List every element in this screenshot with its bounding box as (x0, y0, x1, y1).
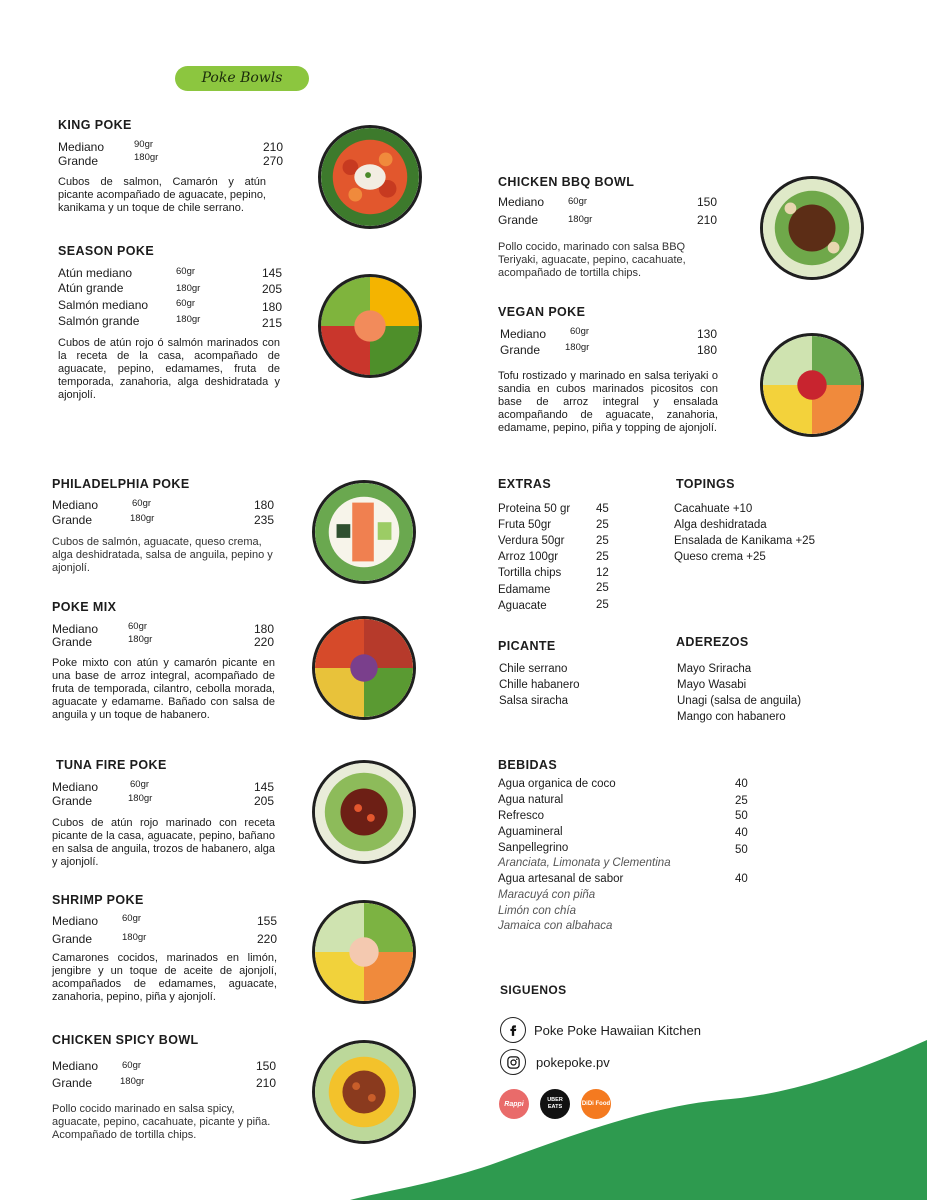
bebida-price: 40 (735, 873, 748, 885)
chicken-spicy-bowl-image (312, 1040, 416, 1144)
chicken-spicy-title: CHICKEN SPICY BOWL (52, 1033, 199, 1047)
artesanal-flavor: Limón con chía (498, 905, 576, 917)
shrimp-row-grams: 60gr (122, 913, 142, 924)
mix-row-price: 180 (253, 622, 274, 636)
aderezos-title: ADEREZOS (676, 635, 749, 649)
didi-food-logo[interactable]: DiDi Food (581, 1089, 611, 1119)
season-row-price: 180 (261, 300, 282, 314)
chicken-spicy-row-grams: 60gr (122, 1060, 142, 1071)
bebida-price: 40 (735, 778, 748, 790)
tuna-description: Cubos de atún rojo marinado con receta picante de la casa, aguacate, pepino, bañano en salsa de anguila, trozos de habanero, alga y ajonjolí. (52, 817, 275, 868)
bbq-row-grams: 60gr (568, 196, 588, 207)
shrimp-description: Camarones cocidos, marinados en limón, jengibre y un toque de aceite de ajonjolí, acompañados de edamames, aguacate, zanahoria, pepino, piña y ajonjolí. (52, 952, 277, 1003)
philadelphia-bowl-image (312, 480, 416, 584)
chicken-bbq-title: CHICKEN BBQ BOWL (498, 175, 635, 189)
toping-item: Alga deshidratada (674, 519, 767, 531)
picante-item: Salsa siracha (499, 695, 569, 707)
bebida-item: Sanpellegrino (498, 842, 569, 854)
vegan-row-label: Mediano (500, 327, 547, 341)
vegan-bowl-image (760, 333, 864, 437)
king-poke-bowl-image (318, 125, 422, 229)
season-description: Cubos de atún rojo ó salmón marinados con la receta de la casa, acompañado de aguacate, pepino, edamames, fruta de temporada, zanahoria, alga deshidratada y ajonjolí. (58, 337, 280, 401)
vegan-row-grams: 180gr (565, 342, 590, 353)
vegan-row-label: Grande (500, 343, 541, 357)
bebida-item: Agua artesanal de sabor (498, 873, 624, 885)
season-row-grams: 180gr (176, 314, 201, 325)
artesanal-flavor: Maracuyá con piña (498, 889, 596, 901)
chicken-spicy-row-label: Grande (52, 1076, 93, 1090)
season-row-price: 145 (261, 266, 282, 280)
bebida-item: Aguamineral (498, 826, 563, 838)
bbq-row-label: Grande (498, 213, 539, 227)
vegan-row-price: 180 (696, 343, 717, 357)
picante-title: PICANTE (498, 639, 556, 653)
mix-description: Poke mixto con atún y camarón picante en una base de arroz integral, acompañado de fruta de temporada, cilantro, cebolla morada, aguacate y edamame. Bañado con salsa de anguila y un toque de habanero. (52, 657, 275, 721)
siguenos-title: SIGUENOS (500, 983, 567, 997)
bebida-price: 40 (735, 827, 748, 839)
toping-item: Ensalada de Kanikama +25 (674, 535, 815, 547)
shrimp-poke-title: SHRIMP POKE (52, 893, 144, 907)
uber-eats-logo[interactable]: UBER EATS (540, 1089, 570, 1119)
tuna-row-label: Grande (52, 794, 93, 808)
mix-row-price: 220 (253, 635, 274, 649)
shrimp-row-grams: 180gr (122, 932, 147, 943)
extras-item: Verdura 50gr (498, 535, 565, 547)
vegan-row-price: 130 (696, 327, 717, 341)
king-row-price: 210 (262, 140, 283, 154)
tuna-row-price: 145 (253, 780, 274, 794)
extras-item: Arroz 100gr (498, 551, 559, 563)
bebida-item: Agua organica de coco (498, 778, 616, 790)
philadelphia-row-price: 235 (253, 513, 274, 527)
season-row-label: Atún grande (58, 281, 124, 295)
sanpellegrino-flavors: Aranciata, Limonata y Clementina (498, 857, 671, 869)
chicken-spicy-description: Pollo cocido marinado en salsa spicy, aguacate, pepino, cacahuate, picante y piña. Acompañado de tortilla chips. (52, 1103, 271, 1141)
shrimp-row-price: 155 (256, 914, 277, 928)
bebida-item: Agua natural (498, 794, 564, 806)
artesanal-flavor: Jamaica con albahaca (498, 920, 613, 932)
philadelphia-row-price: 180 (253, 498, 274, 512)
extras-title: EXTRAS (498, 477, 552, 491)
extras-price: 25 (596, 582, 609, 594)
vegan-description: Tofu rostizado y marinado en salsa teriyaki o sandia en cubos marinados picositos con base de arroz integral y ensalada acompañando de aguacate, zanahoria, edamame, pepino, piña y topping de ajonjolí. (498, 370, 718, 434)
tuna-row-grams: 60gr (130, 779, 150, 790)
vegan-poke-title: VEGAN POKE (498, 305, 586, 319)
extras-price: 25 (596, 519, 609, 531)
tuna-fire-title: TUNA FIRE POKE (56, 758, 167, 772)
mix-row-grams: 60gr (128, 621, 148, 632)
philadelphia-row-grams: 180gr (130, 513, 155, 524)
king-row-label: Mediano (58, 140, 105, 154)
bebida-item: Refresco (498, 810, 545, 822)
extras-price: 25 (596, 599, 609, 611)
chicken-bbq-bowl-image (760, 176, 864, 280)
bebida-price: 50 (735, 810, 748, 822)
extras-item: Tortilla chips (498, 567, 562, 579)
instagram-icon[interactable] (500, 1049, 526, 1075)
extras-price: 12 (596, 567, 609, 579)
philadelphia-row-grams: 60gr (132, 498, 152, 509)
season-poke-title: SEASON POKE (58, 244, 155, 258)
philadelphia-poke-title: PHILADELPHIA POKE (52, 477, 190, 491)
bbq-row-price: 150 (696, 195, 717, 209)
chicken-spicy-row-grams: 180gr (120, 1076, 145, 1087)
extras-price: 25 (596, 535, 609, 547)
facebook-link[interactable]: Poke Poke Hawaiian Kitchen (534, 1023, 701, 1038)
aderezo-item: Mango con habanero (677, 711, 786, 723)
aderezo-item: Mayo Sriracha (677, 663, 752, 675)
tuna-row-grams: 180gr (128, 793, 153, 804)
shrimp-row-label: Grande (52, 932, 93, 946)
poke-mix-title: POKE MIX (52, 600, 117, 614)
king-row-grams: 180gr (134, 152, 159, 163)
season-row-grams: 60gr (176, 266, 196, 277)
season-row-label: Salmón grande (58, 314, 140, 328)
shrimp-row-price: 220 (256, 932, 277, 946)
bbq-description: Pollo cocido, marinado con salsa BBQ Teriyaki, aguacate, pepino, cacahuate, acompañado de tortilla chips. (498, 241, 686, 279)
king-description: Cubos de salmon, Camarón y atún picante acompañado de aguacate, pepino, kanikama y un toque de chile serrano. (58, 176, 266, 214)
topings-title: TOPINGS (676, 477, 735, 491)
philadelphia-row-label: Mediano (52, 498, 99, 512)
extras-item: Aguacate (498, 600, 547, 612)
extras-price: 45 (596, 503, 609, 515)
bbq-row-price: 210 (696, 213, 717, 227)
season-row-label: Atún mediano (58, 266, 133, 280)
tuna-row-price: 205 (253, 794, 274, 808)
tuna-fire-bowl-image (312, 760, 416, 864)
picante-item: Chille habanero (499, 679, 580, 691)
mix-row-grams: 180gr (128, 634, 153, 645)
philadelphia-row-label: Grande (52, 513, 93, 527)
instagram-link[interactable]: pokepoke.pv (536, 1055, 610, 1070)
king-row-label: Grande (58, 154, 99, 168)
season-row-price: 205 (261, 282, 282, 296)
poke-mix-bowl-image (312, 616, 416, 720)
picante-item: Chile serrano (499, 663, 568, 675)
shrimp-bowl-image (312, 900, 416, 1004)
extras-item: Proteina 50 gr (498, 503, 571, 515)
king-row-grams: 90gr (134, 139, 154, 150)
philadelphia-description: Cubos de salmón, aguacate, queso crema, alga deshidratada, salsa de anguila, pepino y ajonjolí. (52, 536, 273, 574)
bbq-row-label: Mediano (498, 195, 545, 209)
season-poke-bowl-image (318, 274, 422, 378)
vegan-row-grams: 60gr (570, 326, 590, 337)
section-title-pill: Poke Bowls (175, 66, 309, 91)
rappi-logo[interactable]: Rappi (499, 1089, 529, 1119)
king-row-price: 270 (262, 154, 283, 168)
extras-price: 25 (596, 551, 609, 563)
king-poke-title: KING POKE (58, 118, 132, 132)
aderezo-item: Mayo Wasabi (677, 679, 747, 691)
chicken-spicy-row-price: 210 (255, 1076, 276, 1090)
mix-row-label: Mediano (52, 622, 99, 636)
shrimp-row-label: Mediano (52, 914, 99, 928)
extras-item: Fruta 50gr (498, 519, 552, 531)
season-row-label: Salmón mediano (58, 298, 149, 312)
toping-item: Queso crema +25 (674, 551, 766, 563)
mix-row-label: Grande (52, 635, 93, 649)
season-row-grams: 60gr (176, 298, 196, 309)
bebidas-title: BEBIDAS (498, 758, 558, 772)
extras-item: Edamame (498, 584, 551, 596)
season-row-grams: 180gr (176, 283, 201, 294)
tuna-row-label: Mediano (52, 780, 99, 794)
bbq-row-grams: 180gr (568, 214, 593, 225)
chicken-spicy-row-price: 150 (255, 1059, 276, 1073)
facebook-icon[interactable] (500, 1017, 526, 1043)
bebida-price: 50 (735, 844, 748, 856)
bebida-price: 25 (735, 795, 748, 807)
toping-item: Cacahuate +10 (674, 503, 753, 515)
chicken-spicy-row-label: Mediano (52, 1059, 99, 1073)
aderezo-item: Unagi (salsa de anguila) (677, 695, 802, 707)
season-row-price: 215 (261, 316, 282, 330)
